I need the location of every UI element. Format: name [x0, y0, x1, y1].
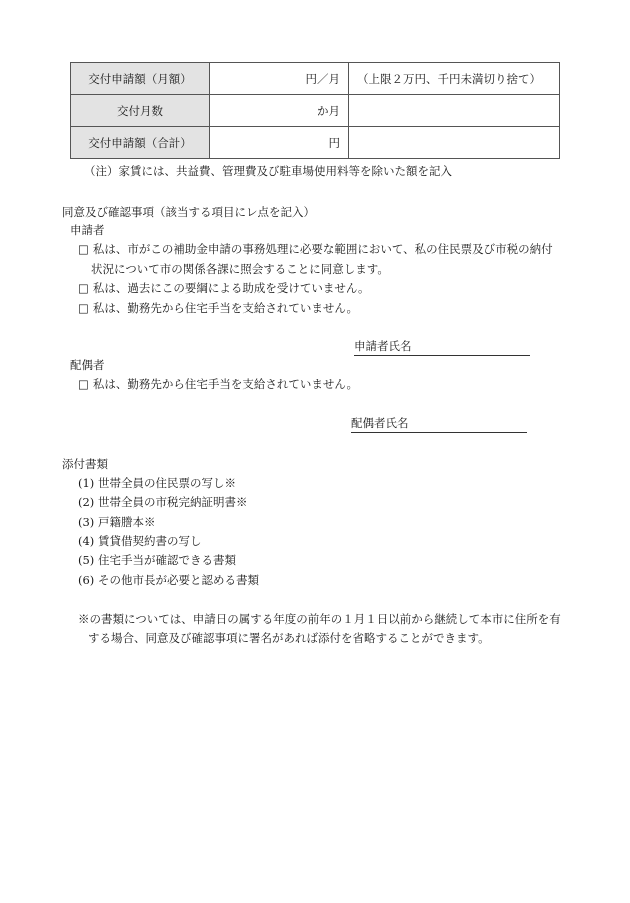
applicant-consent-item-1-continued: 状況について市の関係各課に照会することに同意します。: [91, 262, 389, 276]
total-amount-field[interactable]: 円: [210, 127, 349, 159]
applicant-consent-item-1: [78, 241, 553, 257]
checkbox-applicant-1[interactable]: □: [78, 242, 89, 256]
applicant-signature-label: 申請者氏名: [354, 339, 412, 353]
spouse-consent-item-1: [78, 376, 358, 392]
row-label-total-amount: 交付申請額（合計）: [71, 127, 210, 159]
attachments-footnote: ※の書類については、申請日の属する年度の前年の１月１日以前から継続して本市に住所を有: [78, 612, 561, 626]
attachment-item: (3) 戸籍謄本※: [78, 515, 156, 529]
application-amount-table: [70, 62, 560, 159]
checkbox-applicant-3[interactable]: □: [78, 301, 89, 315]
applicant-consent-item-1-text: 私は、市がこの補助金申請の事務処理に必要な範囲において、私の住民票及び市税の納付: [92, 242, 553, 256]
table-row: [71, 63, 560, 95]
checkbox-applicant-2[interactable]: □: [78, 281, 89, 295]
table-note: （注）家賃には、共益費、管理費及び駐車場使用料等を除いた額を記入: [84, 164, 452, 178]
row-label-monthly-amount: 交付申請額（月額）: [71, 63, 210, 95]
attachments-footnote-continued: する場合、同意及び確認事項に署名があれば添付を省略することができます。: [88, 631, 490, 645]
row-label-months: 交付月数: [71, 95, 210, 127]
applicant-consent-item-3: [78, 300, 358, 316]
monthly-amount-field[interactable]: 円／月: [210, 63, 349, 95]
applicant-label: 申請者: [70, 223, 105, 237]
spouse-label: 配偶者: [70, 358, 105, 372]
monthly-amount-note: （上限２万円、千円未満切り捨て）: [349, 63, 560, 95]
consent-heading: 同意及び確認事項（該当する項目にレ点を記入）: [62, 205, 315, 219]
attachment-item: (6) その他市長が必要と認める書類: [78, 573, 259, 587]
months-field[interactable]: か月: [210, 95, 349, 127]
applicant-consent-item-3-text: 私は、勤務先から住宅手当を支給されていません。: [92, 301, 359, 315]
applicant-consent-item-2: [78, 280, 370, 296]
months-note: [349, 95, 560, 127]
spouse-signature-field[interactable]: [351, 415, 527, 433]
table-row: [71, 95, 560, 127]
attachment-item: (2) 世帯全員の市税完納証明書※: [78, 495, 248, 509]
attachment-item: (5) 住宅手当が確認できる書類: [78, 553, 236, 567]
spouse-consent-item-1-text: 私は、勤務先から住宅手当を支給されていません。: [92, 377, 359, 391]
checkbox-spouse-1[interactable]: □: [78, 377, 89, 391]
table-row: [71, 127, 560, 159]
total-amount-note: [349, 127, 560, 159]
attachment-item: (1) 世帯全員の住民票の写し※: [78, 476, 236, 490]
applicant-signature-field[interactable]: [354, 338, 530, 356]
attachment-item: (4) 賃貸借契約書の写し: [78, 534, 202, 548]
attachments-heading: 添付書類: [62, 457, 108, 471]
spouse-signature-label: 配偶者氏名: [351, 416, 409, 430]
applicant-consent-item-2-text: 私は、過去にこの要綱による助成を受けていません。: [92, 281, 370, 295]
